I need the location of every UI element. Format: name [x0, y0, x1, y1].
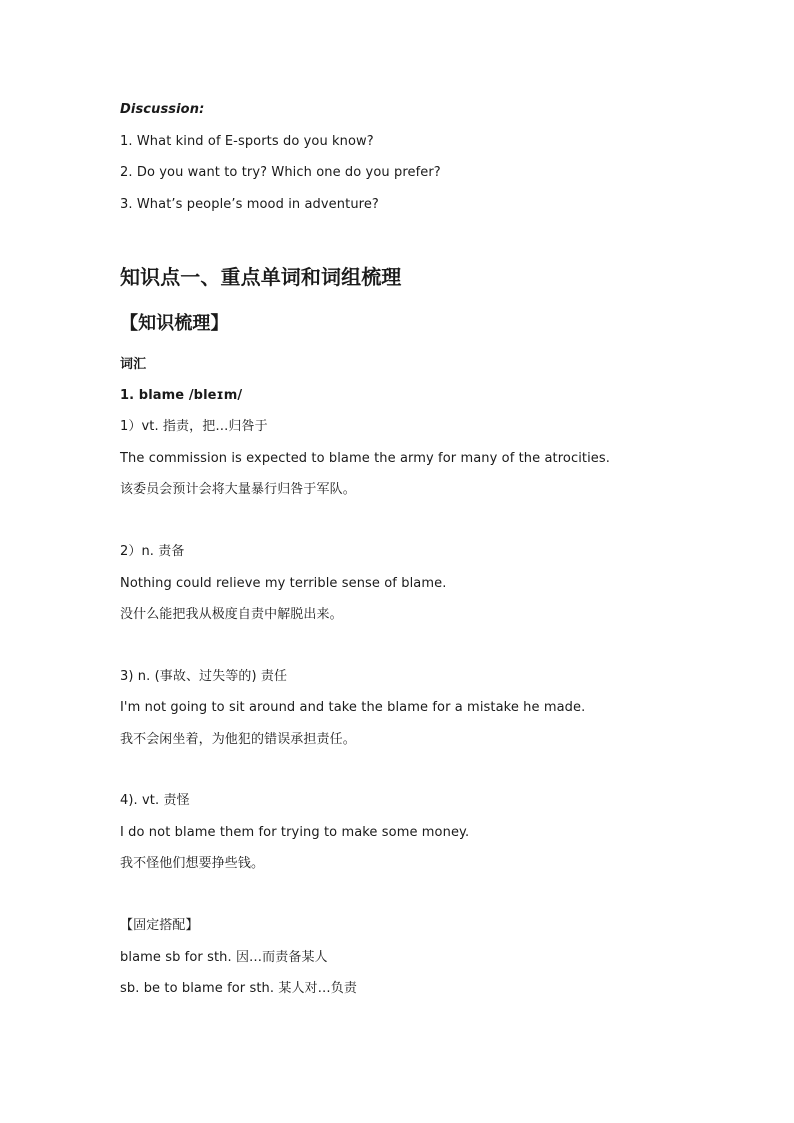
discussion-title: Discussion:	[120, 102, 205, 117]
sense-3-definition: 3) n. (事故、过失等的) 责任	[120, 669, 288, 684]
sense-3-example-zh: 我不会闲坐着，为他犯的错误承担责任。	[120, 732, 356, 747]
sense-1-definition: 1）vt. 指责，把…归咎于	[120, 419, 268, 434]
sense-4-example-en: I do not blame them for trying to make some money.	[120, 825, 470, 840]
collocation-2: sb. be to blame for sth. 某人对…负责	[120, 981, 357, 996]
vocab-label: 词汇	[120, 357, 147, 372]
collocations-label: 【固定搭配】	[120, 918, 199, 933]
sense-1-example-zh: 该委员会预计会将大量暴行归咎于军队。	[120, 482, 356, 497]
sense-2-definition: 2）n. 责备	[120, 544, 185, 559]
discussion-question-3: 3. What’s people’s mood in adventure?	[120, 197, 379, 212]
word-heading: 1. blame /bleɪm/	[120, 388, 243, 403]
discussion-question-1: 1. What kind of E-sports do you know?	[120, 134, 374, 149]
subsection-heading: 【知识梳理】	[120, 313, 229, 334]
section-heading: 知识点一、重点单词和词组梳理	[120, 265, 402, 289]
discussion-question-2: 2. Do you want to try? Which one do you prefer?	[120, 165, 441, 180]
sense-3-example-en: I'm not going to sit around and take the blame for a mistake he made.	[120, 700, 586, 715]
sense-4-example-zh: 我不怪他们想要挣些钱。	[120, 856, 265, 871]
sense-2-example-zh: 没什么能把我从极度自责中解脱出来。	[120, 607, 343, 622]
collocation-1: blame sb for sth. 因…而责备某人	[120, 950, 328, 965]
sense-1-example-en: The commission is expected to blame the army for many of the atrocities.	[120, 451, 611, 466]
sense-2-example-en: Nothing could relieve my terrible sense of blame.	[120, 576, 447, 591]
sense-4-definition: 4). vt. 责怪	[120, 793, 190, 808]
